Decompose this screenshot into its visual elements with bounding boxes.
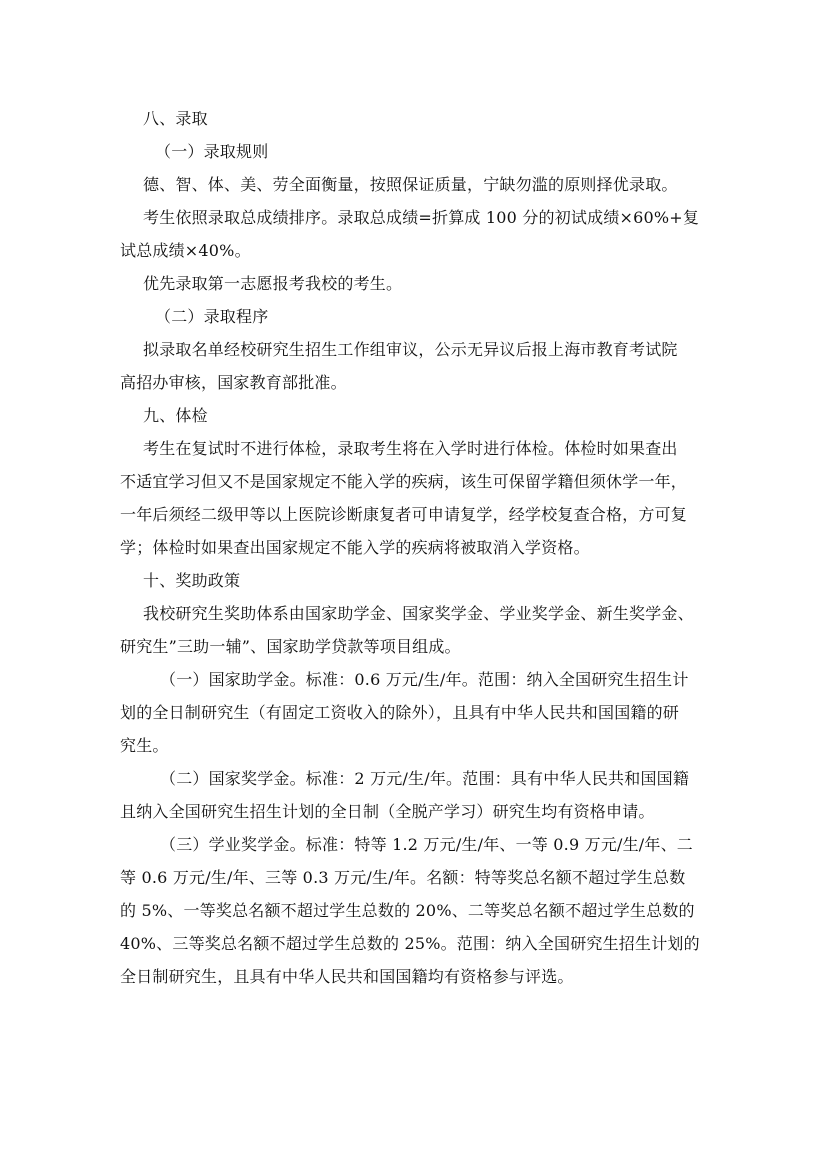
- section-heading-physical-exam: 九、体检: [143, 406, 208, 425]
- paragraph-line: （二）国家奖学金。标准：2 万元/生/年。范围：具有中华人民共和国国籍: [160, 769, 690, 788]
- paragraph-line: （一）国家助学金。标准：0.6 万元/生/年。范围：纳入全国研究生招生计: [160, 670, 689, 689]
- paragraph-line: 究生。: [120, 736, 169, 755]
- paragraph-line: 优先录取第一志愿报考我校的考生。: [143, 274, 403, 293]
- subsection-heading-admission-rules: （一）录取规则: [155, 142, 269, 161]
- paragraph-line: 一年后须经二级甲等以上医院诊断康复者可申请复学，经学校复查合格，方可复: [120, 505, 688, 524]
- paragraph-line: 研究生”三助一辅”、国家助学贷款等项目组成。: [120, 637, 461, 656]
- paragraph-line: 我校研究生奖助体系由国家助学金、国家奖学金、学业奖学金、新生奖学金、: [143, 604, 694, 623]
- paragraph-line: 拟录取名单经校研究生招生工作组审议，公示无异议后报上海市教育考试院: [143, 340, 678, 359]
- paragraph-line: 德、智、体、美、劳全面衡量，按照保证质量，宁缺勿滥的原则择优录取。: [143, 175, 678, 194]
- paragraph-line: 的 5%、一等奖总名额不超过学生总数的 20%、二等奖总名额不超过学生总数的: [120, 901, 695, 920]
- paragraph-line: 高招办审核，国家教育部批准。: [120, 373, 347, 392]
- paragraph-line: 考生在复试时不进行体检，录取考生将在入学时进行体检。体检时如果查出: [143, 439, 678, 458]
- subsection-heading-admission-procedure: （二）录取程序: [155, 307, 269, 326]
- paragraph-line: 考生依照录取总成绩排序。录取总成绩=折算成 100 分的初试成绩×60%+复: [143, 208, 700, 227]
- paragraph-line: 且纳入全国研究生招生计划的全日制（全脱产学习）研究生均有资格申请。: [120, 802, 655, 821]
- paragraph-line: 学；体检时如果查出国家规定不能入学的疾病将被取消入学资格。: [120, 538, 590, 557]
- paragraph-line: 不适宜学习但又不是国家规定不能入学的疾病，该生可保留学籍但须休学一年，: [120, 472, 688, 491]
- paragraph-line: 划的全日制研究生（有固定工资收入的除外），且具有中华人民共和国国籍的研: [120, 703, 680, 722]
- paragraph-line: 等 0.6 万元/生/年、三等 0.3 万元/生/年。名额：特等奖总名额不超过学生总数: [120, 868, 686, 887]
- paragraph-line: 全日制研究生，且具有中华人民共和国国籍均有资格参与评选。: [120, 967, 574, 986]
- paragraph-line: 40%、三等奖总名额不超过学生总数的 25%。范围：纳入全国研究生招生计划的: [120, 934, 700, 953]
- paragraph-line: 试总成绩×40%。: [120, 241, 251, 260]
- paragraph-line: （三）学业奖学金。标准：特等 1.2 万元/生/年、一等 0.9 万元/生/年、二: [160, 835, 693, 854]
- section-heading-admission: 八、录取: [143, 109, 208, 128]
- section-heading-scholarships: 十、奖助政策: [143, 571, 241, 590]
